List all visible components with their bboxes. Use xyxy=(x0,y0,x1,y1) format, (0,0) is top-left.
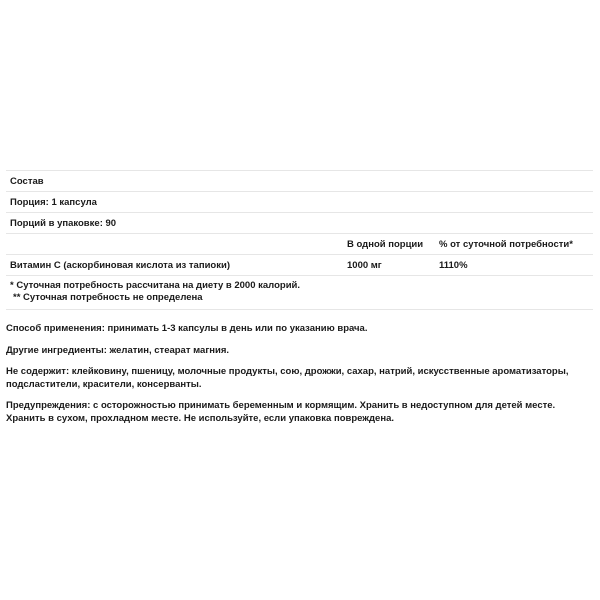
usage-text: Способ применения: принимать 1-3 капсулы в день или по указанию врача. xyxy=(6,323,368,334)
nutrient-name: Витамин С (аскорбиновая кислота из тапиоки) xyxy=(10,259,230,271)
footnotes xyxy=(6,275,593,310)
serving-size-row xyxy=(6,191,593,212)
column-header-row xyxy=(6,233,593,254)
nutrient-row xyxy=(6,254,593,275)
column-header-daily-value: % от суточной потребности* xyxy=(439,238,573,250)
servings-per-container: Порций в упаковке: 90 xyxy=(10,217,117,229)
warnings-text: Предупреждения: с осторожностью принимать беременным и кормящим. Хранить в недоступном для детей месте. Хранить в сухом, прохладном месте. Не используйте, если упаковка повреждена. xyxy=(6,400,556,424)
facts-title: Состав xyxy=(10,175,44,187)
column-header-amount: В одной порции xyxy=(347,238,424,250)
other-ingredients-text: Другие ингредиенты: желатин, стеарат магния. xyxy=(6,345,230,356)
supplement-facts-table xyxy=(6,170,593,310)
nutrient-amount: 1000 мг xyxy=(347,259,382,271)
servings-per-container-row xyxy=(6,212,593,233)
facts-title-row xyxy=(6,170,593,191)
does-not-contain-text: Не содержит: клейковину, пшеницу, молочные продукты, сою, дрожжи, сахар, натрий, искусственные ароматизаторы, подсластители, красители, консерванты. xyxy=(6,366,569,390)
footnote-daily-value: * Суточная потребность рассчитана на диету в 2000 калорий. xyxy=(10,280,301,291)
nutrient-daily-value: 1110% xyxy=(439,259,468,271)
footnote-not-established: ** Суточная потребность не определена xyxy=(13,292,203,303)
serving-size: Порция: 1 капсула xyxy=(10,196,97,208)
